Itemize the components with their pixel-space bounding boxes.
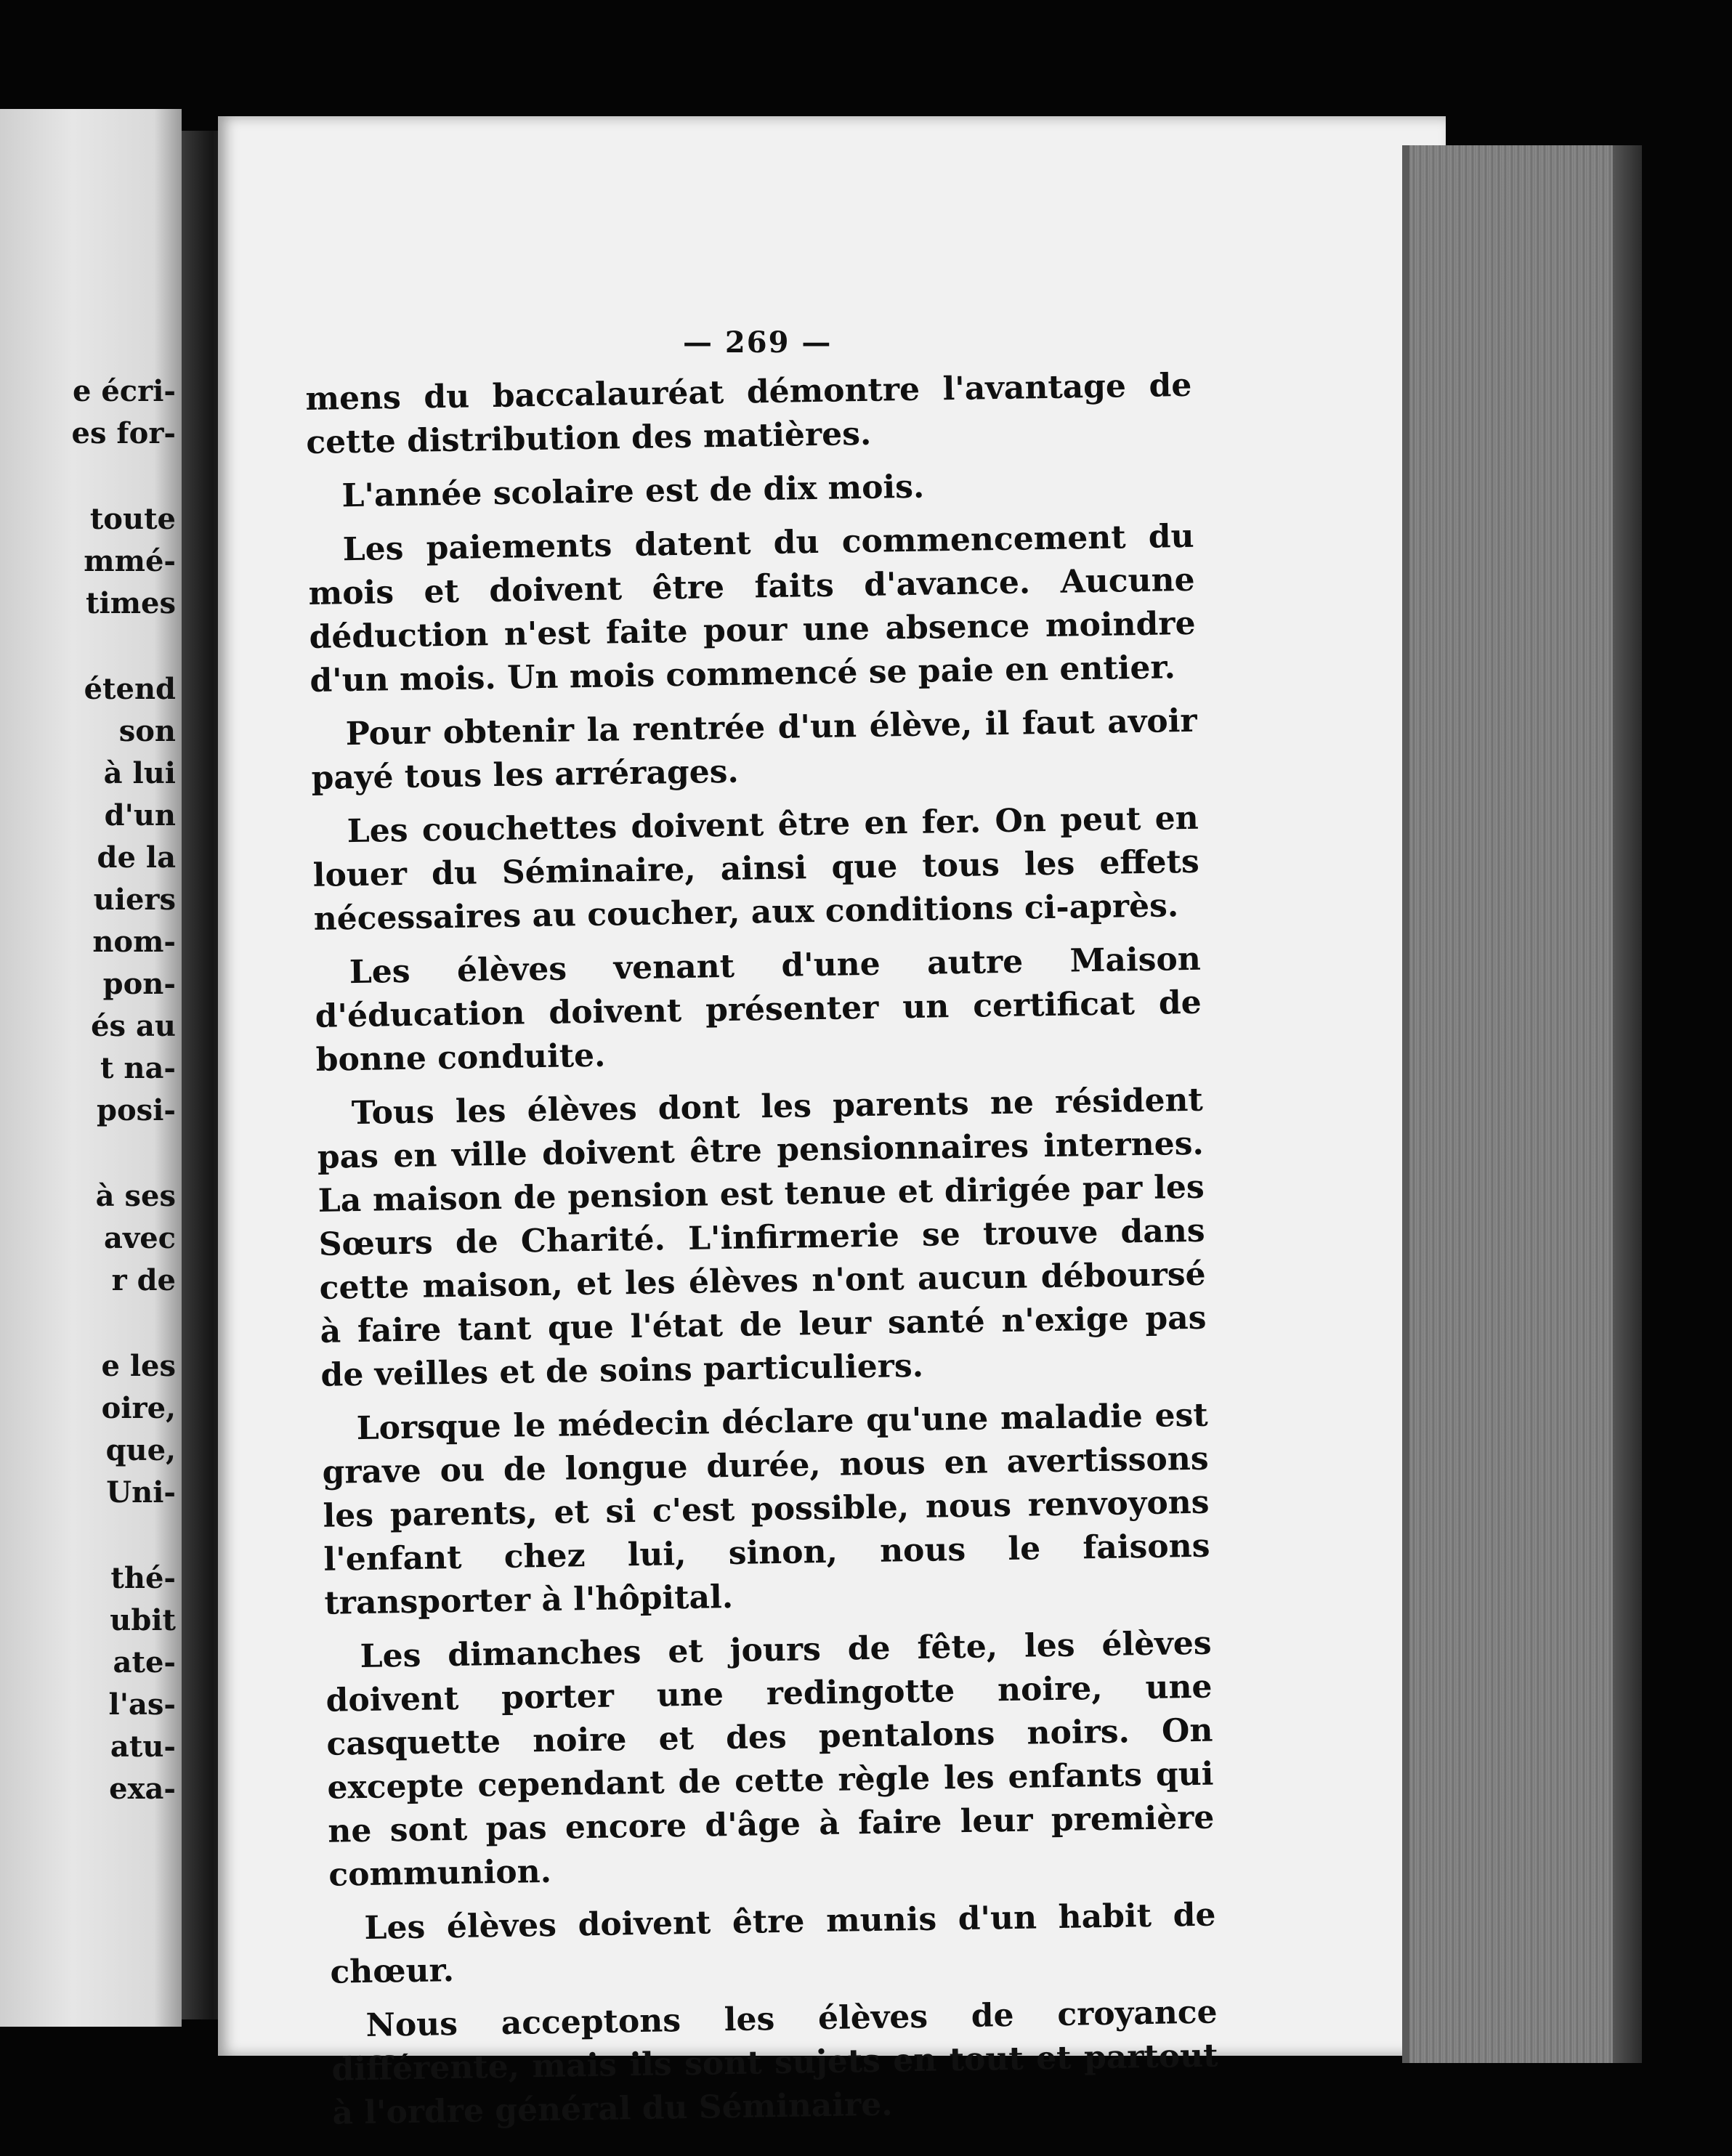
left-line: és au (91, 1009, 176, 1043)
left-line: son (118, 714, 176, 748)
left-line: mmé- (84, 544, 176, 578)
left-line: nom- (92, 925, 176, 959)
left-line: pon- (102, 967, 176, 1001)
left-line: e les (101, 1349, 176, 1383)
left-line: r de (111, 1263, 176, 1297)
left-page (0, 109, 182, 2027)
paragraph: mens du baccalauréat démontre l'avantage de cette distribution des matières. (305, 366, 1192, 461)
left-line: que, (105, 1433, 176, 1467)
left-line: ate- (113, 1645, 176, 1679)
page-edges (1402, 145, 1642, 2063)
left-line: uiers (93, 883, 176, 917)
left-line: d'un (104, 798, 176, 832)
left-line: thé- (110, 1561, 176, 1595)
left-line: avec (104, 1221, 176, 1255)
left-line: atu- (110, 1730, 176, 1764)
paragraph: L'année scolaire est de dix mois. (341, 468, 925, 515)
page-body-text (305, 364, 1219, 2146)
left-line: es for- (71, 416, 176, 450)
paragraph: Les dimanches et jours de fête, les élèves doivent porter une redingotte noire, une casquette noire et des pentalons noirs. On excepte cependant de cette règle les enfants qui ne sont pas encore d'âge à faire leur première communion. (325, 1624, 1215, 1894)
paragraph: Les élèves venant d'une autre Maison d'éducation doivent présenter un certificat de bonne conduite. (315, 940, 1202, 1079)
left-page-text-fragments (72, 370, 176, 1810)
left-line: posi- (97, 1093, 176, 1127)
left-line: ubit (110, 1603, 176, 1637)
left-line: de la (97, 840, 176, 875)
paragraph: Les couchettes doivent être en fer. On peut en louer du Séminaire, ainsi que tous les effets nécessaires au coucher, aux conditions ci-après. (312, 799, 1200, 938)
paragraph: Les paiements datent du commencement du mois et doivent être faits d'avance. Aucune déduction n'est faite pour une absence moindre d'un mois. Un mois commencé se paie en entier. (308, 517, 1196, 700)
left-line: à lui (103, 756, 176, 790)
left-line: l'as- (108, 1687, 176, 1722)
left-line: étend (84, 672, 176, 706)
paragraph: Lorsque le médecin déclare qu'une maladie est grave ou de longue durée, nous en avertissons les parents, et si c'est possible, nous renvoyons l'enfant chez lui, sinon, nous le faisons transporter à l'hôpital. (322, 1396, 1210, 1622)
left-line: toute (89, 502, 176, 536)
left-line: t na- (100, 1051, 176, 1085)
page-number: — 269 — (683, 325, 833, 360)
left-line: oire, (101, 1391, 176, 1425)
left-line: à ses (95, 1179, 176, 1213)
paragraph: Les élèves doivent être munis d'un habit de chœur. (330, 1896, 1216, 1991)
left-line: Uni- (106, 1475, 176, 1509)
paragraph: Tous les élèves dont les parents ne résident pas en ville doivent être pensionnaires internes. La maison de pension est tenue et dirigée par les Sœurs de Charité. L'infirmerie se trouve dans cette maison, et les élèves n'ont aucun déboursé à faire tant que l'état de leur santé n'exige pas de veilles et de soins particuliers. (317, 1081, 1207, 1394)
left-line: exa- (109, 1772, 176, 1806)
paragraph: Nous acceptons les élèves de croyance différente, mais ils sont sujets en tout et partout à l'ordre général du Séminaire. (331, 1993, 1218, 2132)
left-line: e écri- (72, 374, 176, 408)
left-line: times (86, 586, 176, 620)
paragraph: Pour obtenir la rentrée d'un élève, il faut avoir payé tous les arrérages. (311, 702, 1197, 797)
